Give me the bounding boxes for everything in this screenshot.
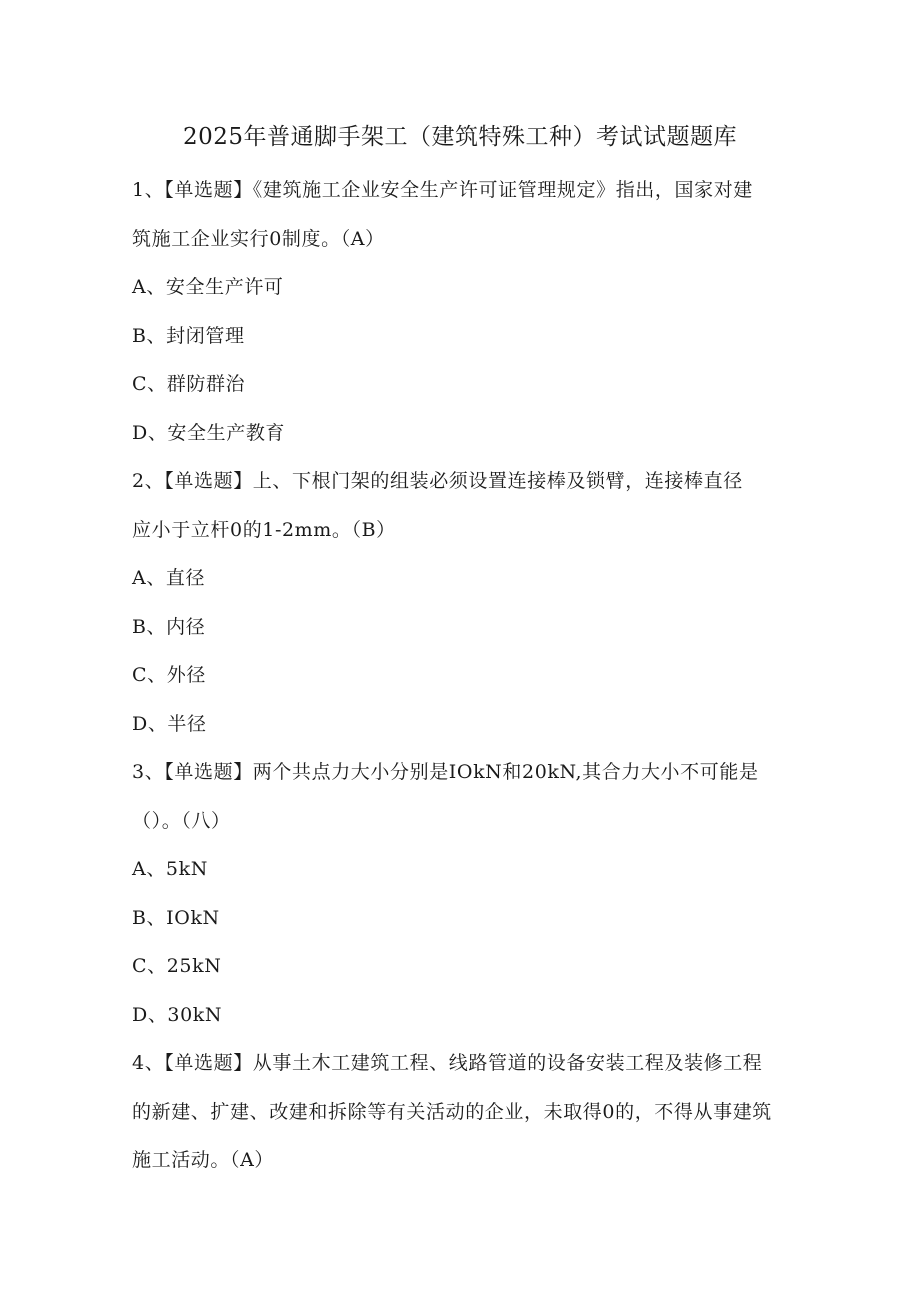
question-list: [132, 166, 792, 1185]
question-4: [132, 1039, 792, 1185]
option-c: C、外径: [132, 664, 206, 686]
question-2: [132, 457, 792, 748]
question-stem-line: 的新建、扩建、改建和拆除等有关活动的企业，未取得0的，不得从事建筑: [132, 1100, 772, 1123]
question-1: [132, 166, 792, 457]
question-stem-line: 1、【单选题】《建筑施工企业安全生产许可证管理规定》指出，国家对建: [132, 179, 753, 201]
question-stem-line: 施工活动。（A）: [132, 1149, 275, 1171]
option-d: D、30kN: [132, 1003, 223, 1026]
question-3: [132, 748, 792, 1039]
question-stem-line: （）。（八）: [132, 809, 231, 832]
question-stem-line: 3、【单选题】两个共点力大小分别是IOkN和20kN,其合力大小不可能是: [132, 761, 759, 783]
option-b: B、内径: [132, 615, 206, 638]
option-b: B、IOkN: [132, 906, 220, 929]
option-a: A、直径: [132, 567, 206, 589]
document-title: 2025年普通脚手架工（建筑特殊工种）考试试题题库: [182, 124, 738, 150]
option-d: D、安全生产教育: [132, 421, 286, 444]
option-d: D、半径: [132, 712, 207, 735]
option-c: C、群防群治: [132, 373, 246, 395]
question-stem-line: 4、【单选题】从事土木工建筑工程、线路管道的设备安装工程及装修工程: [132, 1052, 763, 1074]
question-stem-line: 2、【单选题】上、下根门架的组装必须设置连接棒及锁臂，连接棒直径: [132, 470, 743, 492]
option-a: A、安全生产许可: [132, 276, 284, 298]
option-b: B、封闭管理: [132, 324, 245, 347]
option-c: C、25kN: [132, 955, 222, 977]
option-a: A、5kN: [132, 858, 208, 880]
question-stem-line: 筑施工企业实行0制度。（A）: [132, 227, 385, 250]
question-stem-line: 应小于立杆0的1-2mm。（B）: [132, 518, 396, 541]
